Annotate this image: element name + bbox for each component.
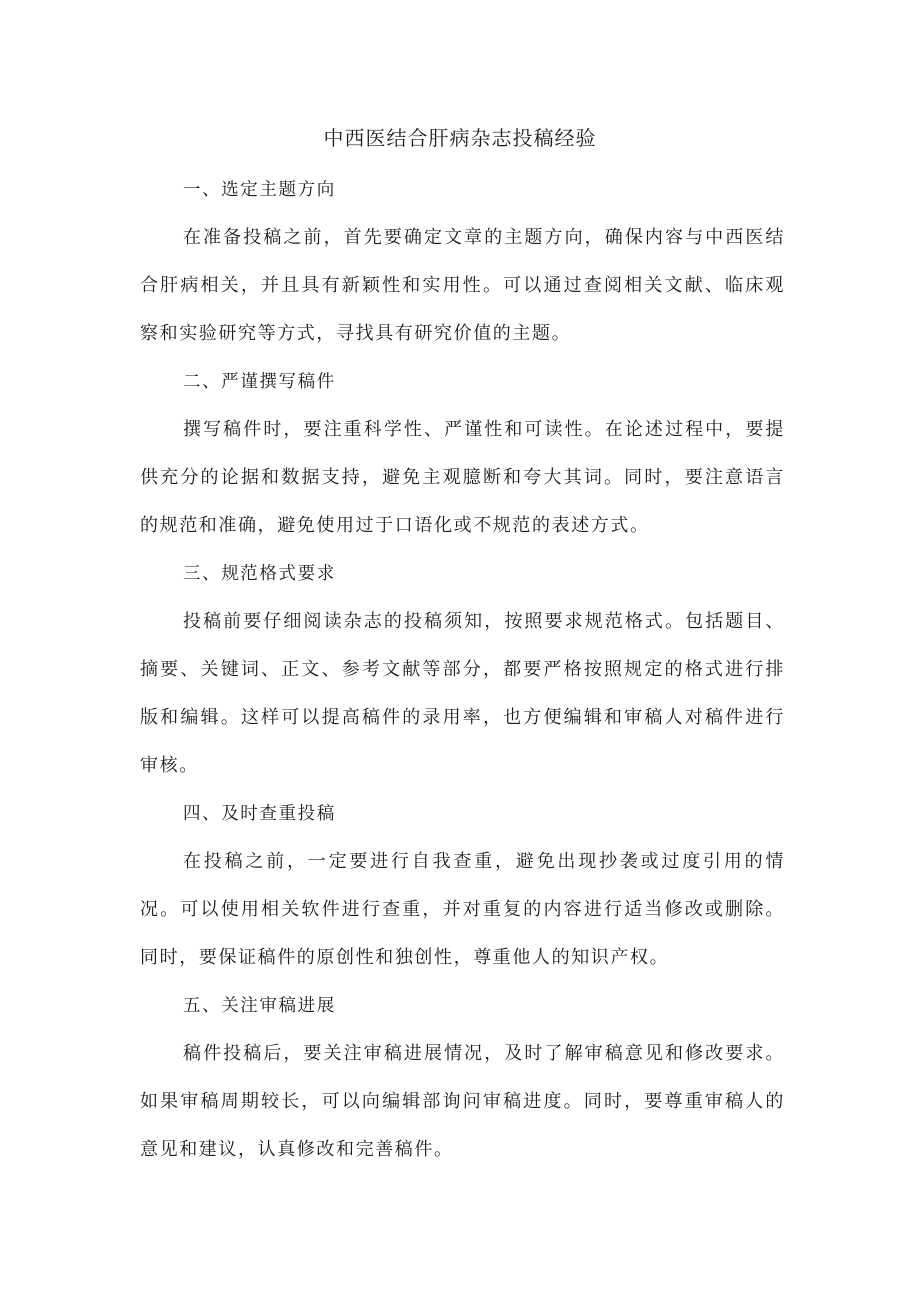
section-heading: 三、规范格式要求	[183, 564, 336, 584]
section-paragraph: 在投稿之前，一定要进行自我查重，避免出现抄袭或过度引用的情况。可以使用相关软件进行查重，并对重复的内容进行适当修改或删除。同时，要保证稿件的原创性和独创性，尊重他人的知识产权。	[140, 851, 785, 968]
section-heading: 一、选定主题方向	[183, 180, 336, 200]
section-review-progress	[140, 982, 785, 1174]
document-title: 中西医结合肝病杂志投稿经验	[323, 126, 597, 150]
section-heading: 二、严谨撰写稿件	[183, 372, 336, 392]
section-format	[140, 550, 785, 790]
section-writing	[140, 358, 785, 550]
section-paragraph: 撰写稿件时，要注重科学性、严谨性和可读性。在论述过程中，要提供充分的论据和数据支持，避免主观臆断和夸大其词。同时，要注意语言的规范和准确，避免使用过于口语化或不规范的表述方式。	[140, 419, 785, 536]
section-heading: 四、及时查重投稿	[183, 804, 336, 824]
section-plagiarism-check	[140, 790, 785, 982]
section-topic	[140, 166, 785, 358]
document-body	[140, 166, 785, 1174]
section-heading: 五、关注审稿进展	[183, 996, 336, 1016]
section-paragraph: 投稿前要仔细阅读杂志的投稿须知，按照要求规范格式。包括题目、摘要、关键词、正文、参考文献等部分，都要严格按照规定的格式进行排版和编辑。这样可以提高稿件的录用率，也方便编辑和审稿人对稿件进行审核。	[140, 611, 785, 776]
section-paragraph: 稿件投稿后，要关注审稿进展情况，及时了解审稿意见和修改要求。如果审稿周期较长，可以向编辑部询问审稿进度。同时，要尊重审稿人的意见和建议，认真修改和完善稿件。	[140, 1043, 785, 1160]
section-paragraph: 在准备投稿之前，首先要确定文章的主题方向，确保内容与中西医结合肝病相关，并且具有新颖性和实用性。可以通过查阅相关文献、临床观察和实验研究等方式，寻找具有研究价值的主题。	[140, 227, 785, 344]
